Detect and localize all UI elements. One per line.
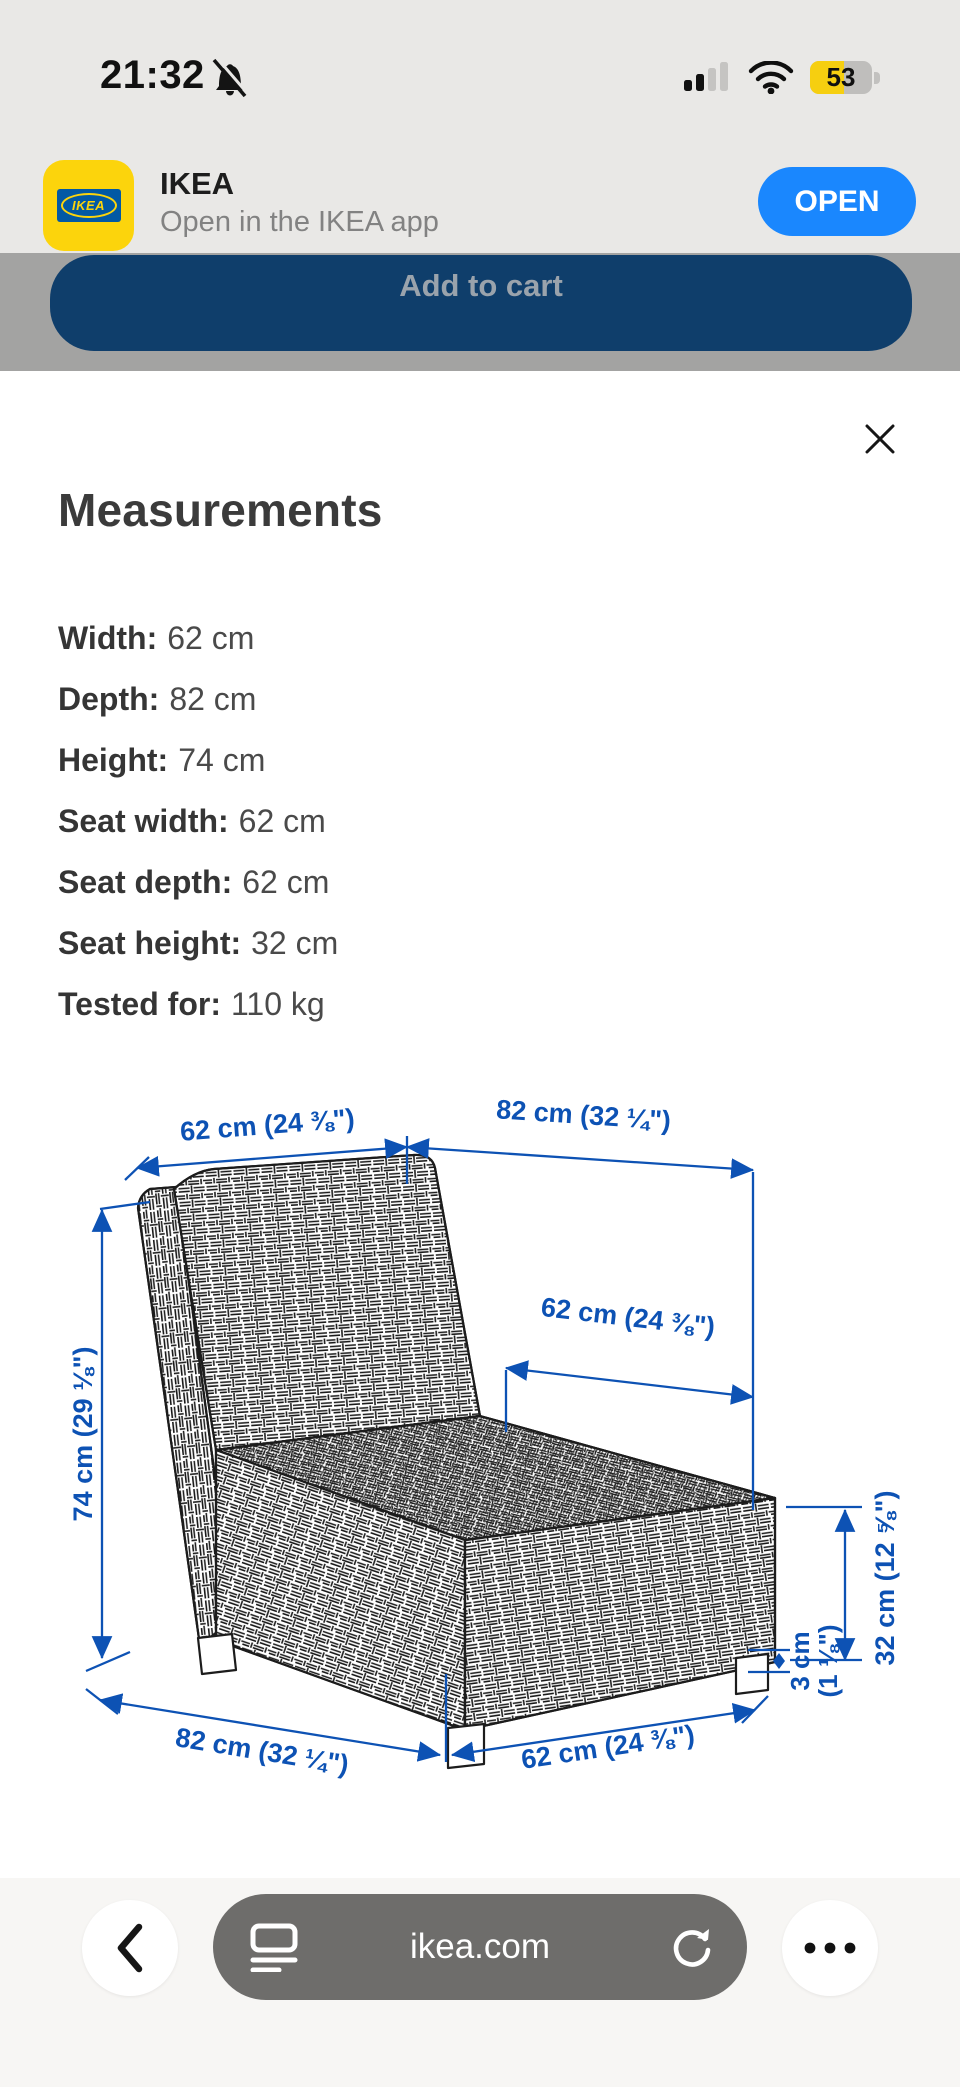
measurement-value: 74 cm (178, 742, 266, 778)
chevron-left-icon (113, 1922, 147, 1974)
dim-seat-height-label: 32 cm (12 ⅝") (870, 1490, 900, 1666)
ellipsis-icon (802, 1941, 858, 1955)
measurements-modal (0, 371, 960, 2087)
dim-width-top-label: 62 cm (24 ⅜") (178, 1103, 356, 1147)
measurement-value: 110 kg (230, 986, 325, 1022)
close-icon[interactable] (852, 411, 908, 467)
battery-percent: 53 (826, 62, 856, 92)
dim-depth-bottom-label: 82 cm (32 ¼") (173, 1722, 351, 1780)
add-to-cart-button[interactable]: Add to cart (50, 255, 912, 351)
status-and-banner-area (0, 0, 960, 253)
wicker-chair-drawing (138, 1155, 775, 1768)
measurement-label: Seat depth: (58, 864, 233, 900)
ikea-logo-oval (61, 193, 117, 218)
ikea-logo-word: IKEA (71, 198, 106, 213)
ikea-logo-background (57, 189, 121, 222)
clock: 21:32 (100, 53, 205, 97)
dim-seat-depth-label: 62 cm (24 ⅜") (539, 1291, 717, 1343)
battery-indicator (810, 61, 872, 94)
measurement-value: 62 cm (167, 620, 255, 656)
open-app-button[interactable]: OPEN (758, 167, 916, 236)
list-item (58, 608, 338, 669)
measurements-list (58, 608, 338, 1035)
dim-leg-label-2: (1 ⅛") (813, 1624, 843, 1698)
browser-toolbar (0, 1878, 960, 2087)
measurement-label: Width: (58, 620, 158, 656)
measurement-value: 82 cm (169, 681, 257, 717)
measurement-value: 32 cm (251, 925, 339, 961)
url-text: ikea.com (409, 1927, 551, 1966)
dim-depth-top-label: 82 cm (32 ¼") (495, 1094, 672, 1136)
list-item (58, 974, 338, 1035)
measurement-value: 62 cm (242, 864, 330, 900)
page-title: Measurements (58, 484, 383, 536)
reload-icon[interactable] (669, 1925, 713, 1969)
ikea-app-icon (43, 160, 134, 251)
dim-width-bottom-label: 62 cm (24 ⅜") (519, 1719, 697, 1775)
dim-leg-label-1: 3 cm (785, 1631, 815, 1691)
list-item (58, 913, 338, 974)
back-button[interactable] (82, 1900, 178, 1996)
notifications-muted-icon (205, 58, 251, 98)
reader-icon[interactable] (249, 1922, 299, 1972)
list-item (58, 730, 338, 791)
dim-height-label: 74 cm (29 ⅛") (68, 1346, 98, 1522)
measurement-label: Depth: (58, 681, 160, 717)
more-button[interactable] (782, 1900, 878, 1996)
dimmed-page-background (0, 253, 960, 371)
list-item (58, 669, 338, 730)
measurement-label: Tested for: (58, 986, 221, 1022)
list-item (58, 791, 338, 852)
banner-app-name: IKEA (160, 166, 235, 201)
cellular-signal-icon (684, 60, 734, 92)
banner-subtitle: Open in the IKEA app (160, 206, 439, 238)
wifi-icon (748, 61, 794, 94)
measurement-label: Seat height: (58, 925, 242, 961)
measurement-label: Seat width: (58, 803, 229, 839)
measurement-label: Height: (58, 742, 169, 778)
product-dimension-diagram (0, 1058, 960, 1818)
battery-nub (874, 72, 880, 84)
address-bar[interactable] (213, 1894, 747, 2000)
list-item (58, 852, 338, 913)
measurement-value: 62 cm (238, 803, 326, 839)
